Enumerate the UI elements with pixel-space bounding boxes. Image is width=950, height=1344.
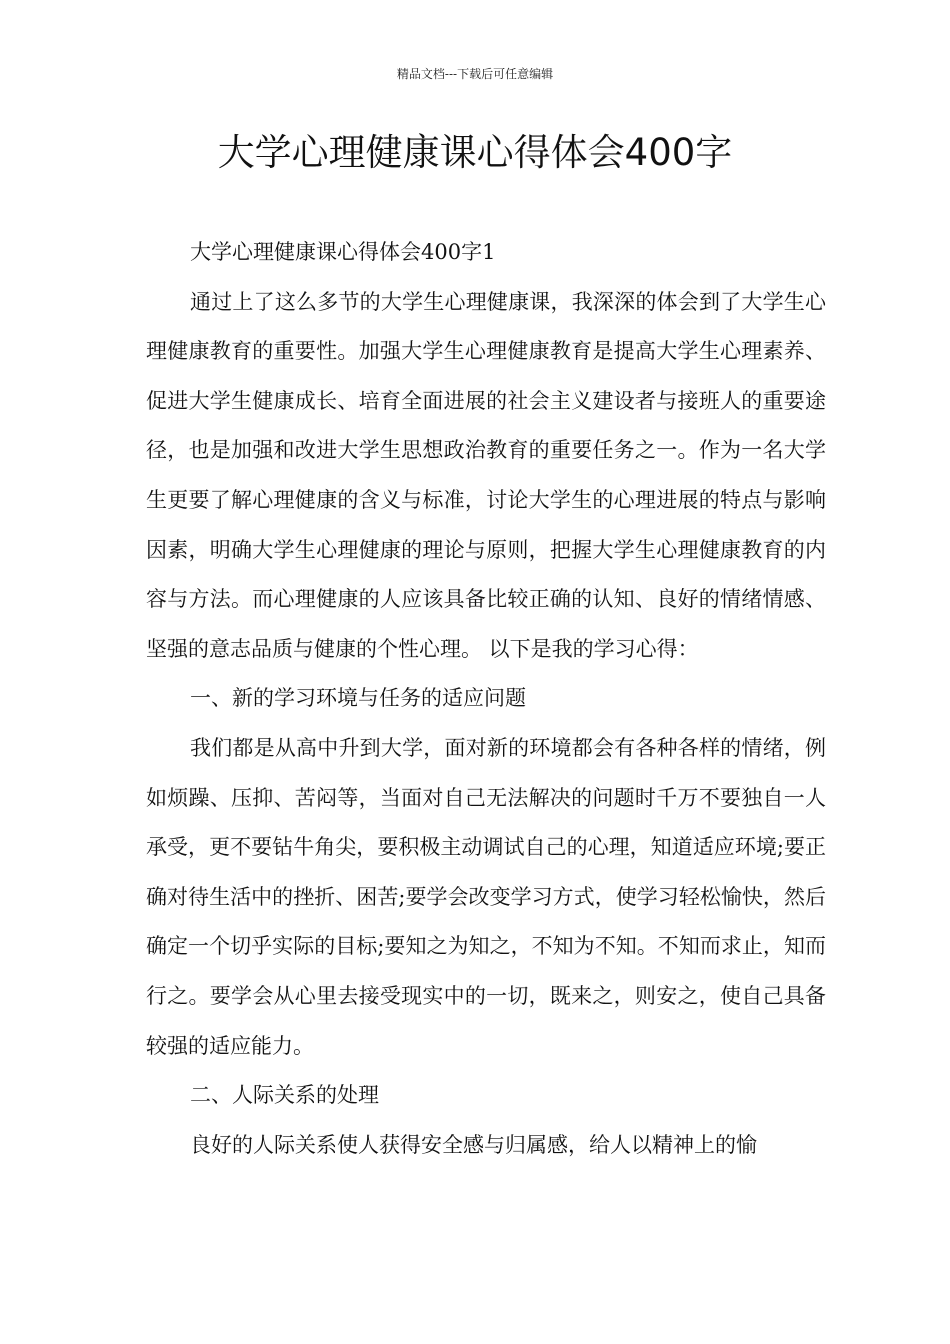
document-body xyxy=(146,228,826,1170)
paragraph: 通过上了这么多节的大学生心理健康课，我深深的体会到了大学生心理健康教育的重要性。加强大学生心理健康教育是提高大学生心理素养、促进大学生健康成长、培育全面进展的社会主义建设者与接班人的重要途径，也是加强和改进大学生思想政治教育的重要任务之一。作为一名大学生更要了解心理健康的含义与标准，讨论大学生的心理进展的特点与影响因素，明确大学生心理健康的理论与原则，把握大学生心理健康教育的内容与方法。而心理健康的人应该具备比较正确的认知、良好的情绪情感、坚强的意志品质与健康的个性心理。 以下是我的学习心得： xyxy=(146,289,826,661)
subsection-heading: 二、人际关系的处理 xyxy=(190,1083,379,1108)
section-heading: 大学心理健康课心得体会400字1 xyxy=(190,240,496,264)
document-title: 大学心理健康课心得体会400字 xyxy=(217,131,733,174)
subsection-heading: 一、新的学习环境与任务的适应问题 xyxy=(190,686,526,711)
header-note: 精品文档---下载后可任意编辑 xyxy=(396,67,554,81)
paragraph: 良好的人际关系使人获得安全感与归属感，给人以精神上的愉 xyxy=(190,1132,757,1157)
paragraph: 我们都是从高中升到大学，面对新的环境都会有各种各样的情绪，例如烦躁、压抑、苦闷等，当面对自己无法解决的问题时千万不要独自一人承受，更不要钻牛角尖，要积极主动调试自己的心理，知道适应环境;要正确对待生活中的挫折、困苦;要学会改变学习方式，使学习轻松愉快，然后确定一个切乎实际的目标;要知之为知之，不知为不知。不知而求止，知而行之。要学会从心里去接受现实中的一切，既来之，则安之，使自己具备较强的适应能力。 xyxy=(146,735,826,1058)
